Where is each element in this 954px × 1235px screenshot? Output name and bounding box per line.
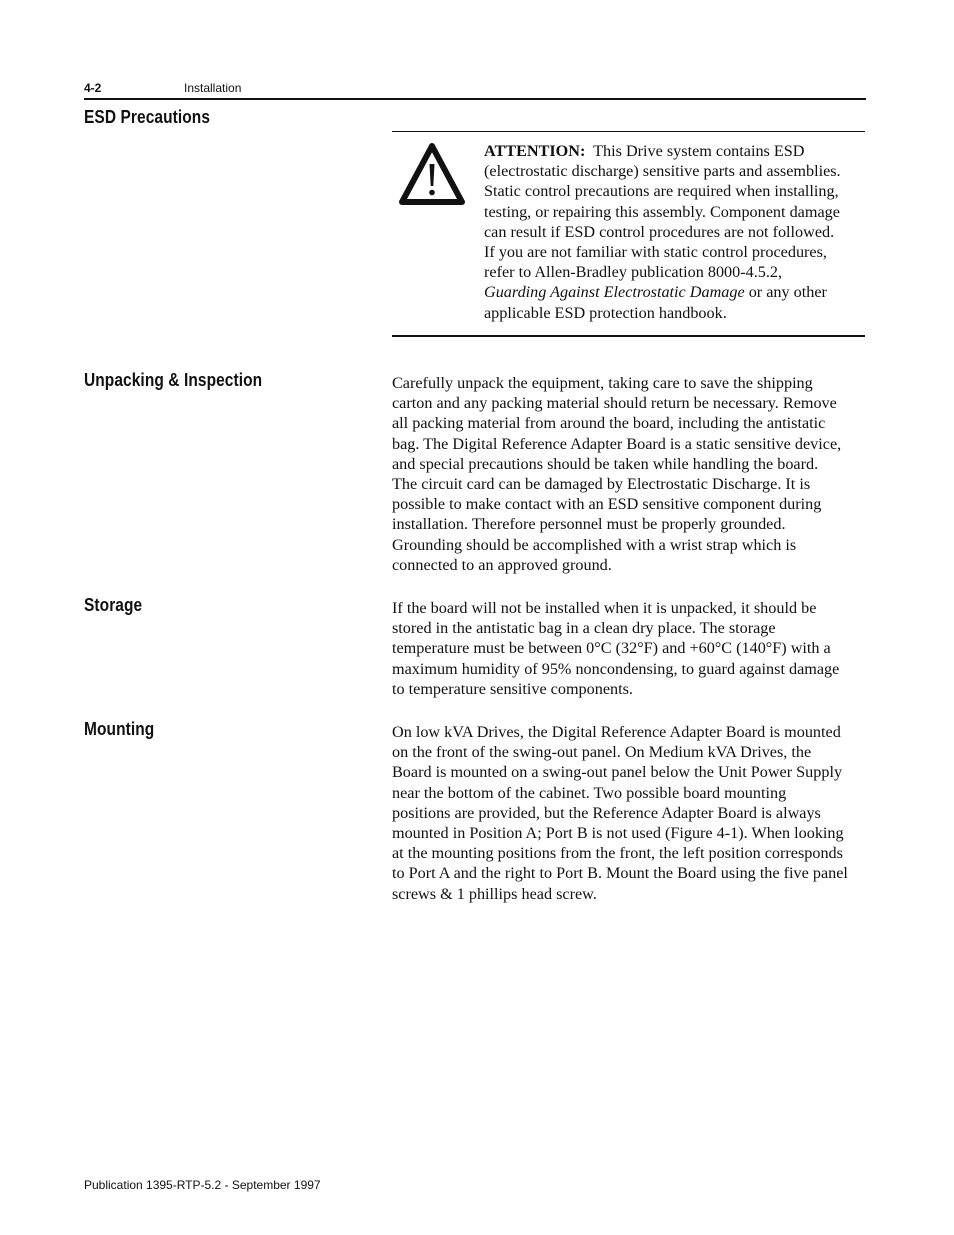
text-line: maximum humidity of 95% noncondensing, to guard against damage <box>392 659 840 678</box>
attention-line-8: Guarding Against Electrostatic Damage or any other <box>484 283 827 302</box>
text-line: on the front of the swing-out panel. On Medium kVA Drives, the <box>392 743 812 762</box>
text-line: screws & 1 phillips head screw. <box>392 884 597 903</box>
exclamation-triangle-icon <box>398 141 466 207</box>
text-line: positions are provided, but the Reference Adapter Board is always <box>392 803 821 822</box>
attention-line-9: applicable ESD protection handbook. <box>484 303 727 322</box>
header-rule <box>84 98 866 100</box>
text-line: bag. The Digital Reference Adapter Board is a static sensitive device, <box>392 434 842 453</box>
text-line: near the bottom of the cabinet. Two possible board mounting <box>392 783 787 802</box>
attention-line-3: Static control precautions are required when installing, <box>484 182 839 201</box>
heading-unpacking-inspection: Unpacking & Inspection <box>84 370 263 390</box>
text-line: temperature must be between 0°C (32°F) and +60°C (140°F) with a <box>392 639 831 658</box>
text-line: Grounding should be accomplished with a wrist strap which is <box>392 535 797 554</box>
page-number: 4-2 <box>84 81 102 95</box>
attention-label: ATTENTION: <box>484 142 586 160</box>
text-line: possible to make contact with an ESD sensitive component during <box>392 495 822 514</box>
mounting-paragraph <box>392 722 868 904</box>
text-line: at the mounting positions from the front, the left position corresponds <box>392 844 843 863</box>
heading-esd-precautions: ESD Precautions <box>84 107 211 127</box>
text-line: stored in the antistatic bag in a clean dry place. The storage <box>392 619 776 638</box>
text-line: and special precautions should be taken while handling the board. <box>392 454 819 473</box>
heading-storage: Storage <box>84 595 143 615</box>
attention-line-6: If you are not familiar with static control procedures, <box>484 243 827 262</box>
text-line: On low kVA Drives, the Digital Reference Adapter Board is mounted <box>392 723 841 741</box>
heading-mounting: Mounting <box>84 719 155 739</box>
attention-bottom-rule <box>392 335 865 337</box>
text-line: to Port A and the right to Port B. Mount the Board using the five panel <box>392 864 848 883</box>
attention-line-1: ATTENTION: This Drive system contains ESD <box>484 142 805 160</box>
text-line: If the board will not be installed when it is unpacked, it should be <box>392 599 817 617</box>
section-title: Installation <box>184 81 242 95</box>
text-line: carton and any packing material should return be necessary. Remove <box>392 394 837 413</box>
attention-line-5: can result if ESD control procedures are not followed. <box>484 222 835 241</box>
text-line: all packing material from around the board, including the antistatic <box>392 414 826 433</box>
attention-line-7: refer to Allen-Bradley publication 8000-4.5.2, <box>484 263 783 282</box>
storage-paragraph <box>392 598 868 699</box>
attention-line-2: (electrostatic discharge) sensitive parts and assemblies. <box>484 162 841 181</box>
text-line: Carefully unpack the equipment, taking care to save the shipping <box>392 374 813 392</box>
attention-line-4: testing, or repairing this assembly. Component damage <box>484 202 840 221</box>
text-line: installation. Therefore personnel must be properly grounded. <box>392 515 786 534</box>
text-line: Board is mounted on a swing-out panel below the Unit Power Supply <box>392 763 843 782</box>
publication-title: Guarding Against Electrostatic Damage <box>484 283 745 302</box>
text-line: to temperature sensitive components. <box>392 679 633 698</box>
text-line: The circuit card can be damaged by Electrostatic Discharge. It is <box>392 475 811 494</box>
text-line: mounted in Position A; Port B is not used (Figure 4-1). When looking <box>392 824 844 843</box>
text-line: connected to an approved ground. <box>392 555 612 574</box>
publication-footer: Publication 1395-RTP-5.2 - September 1997 <box>84 1178 321 1192</box>
attention-notice <box>484 141 866 323</box>
unpacking-paragraph <box>392 373 868 575</box>
attention-top-rule <box>392 131 865 132</box>
